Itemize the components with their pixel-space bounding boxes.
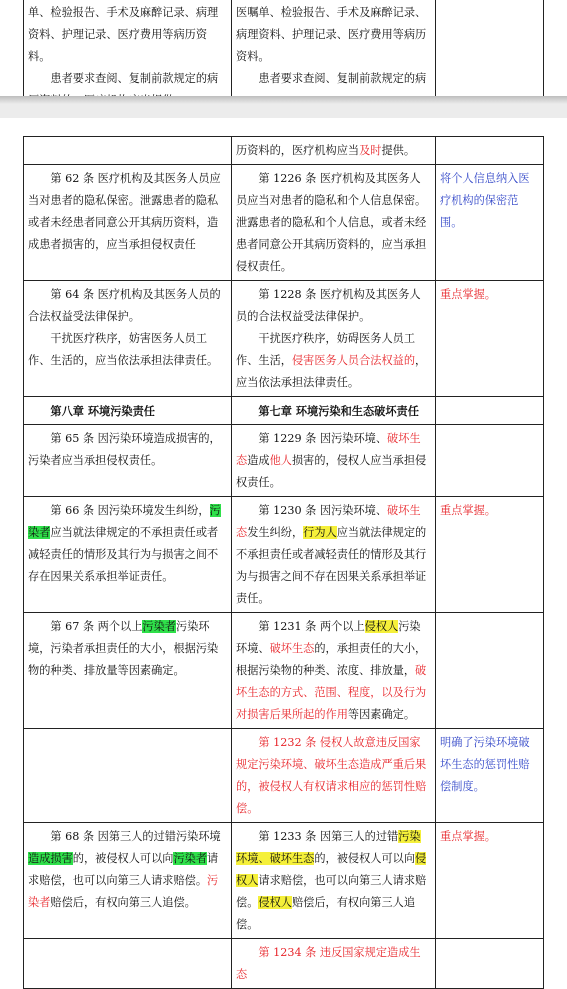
highlight-red: 破坏生态 [236,432,421,467]
old-law-text [28,826,227,914]
text-span: 请求赔偿，也可以向第三人请求赔偿。 [28,852,219,887]
new-law-text [236,328,431,394]
new-law-cell [232,613,436,729]
new-chapter-heading [232,397,436,425]
text-span: 赔偿后，有权向第三人追偿。 [236,896,416,931]
note-cell [436,497,544,613]
new-law-text: 第 1232 条 侵权人故意违反国家规定污染环境、破坏生态造成严重后果的，被侵权人有权请求相应的惩罚性赔偿。 [236,736,427,815]
note-text: 将个人信息纳入医疗机构的保密范围。 [440,172,530,229]
old-law-text: 第 65 条 因污染环境造成损害的，污染者应当承担侵权责任。 [28,432,221,467]
old-law-text [28,500,227,588]
highlight-yellow: 侵权人 [258,896,292,909]
highlight-red: 他人 [269,454,292,467]
note-text: 明确了污染环境破坏生态的惩罚性赔偿制度。 [440,736,530,793]
old-law-cell [24,729,232,823]
old-law-cell [24,137,232,165]
old-law-cell [24,497,232,613]
table-row [24,613,544,729]
highlight-red: 及时 [359,144,382,157]
text-span: 第 1233 条 因第三人的过错 [258,830,399,843]
new-law-cell [232,281,436,397]
old-law-cell [24,425,232,497]
text-span: 的，承担责任的大小，根据污染物的种类、浓度、排放量， [236,642,427,677]
highlight-yellow: 侵权人 [236,852,427,887]
chapter-title: 第八章 环境污染责任 [50,404,155,418]
note-cell [436,613,544,729]
note-cell [436,165,544,281]
note-cell [436,425,544,497]
note-cell [436,397,544,425]
highlight-red: 侵害医务人员合法权益的 [291,354,416,367]
text-span: 污染环境、 [236,620,421,655]
text-span: 等因素确定。 [347,708,416,721]
text-span: 第 1231 条 两个以上 [258,620,365,633]
old-law-text: 第 62 条 医疗机构及其医务人员应当对患者的隐私保密。泄露患者的隐私或者未经患者同意公开其病历资料，造成患者损害的，应当承担侵权责任 [28,172,221,251]
text-span: 造成 [247,454,270,467]
table-row [24,497,544,613]
note-cell [436,823,544,939]
table-row [24,939,544,989]
old-law-text: 患者要求查阅、复制前款规定的病 [50,72,219,85]
new-law-text [236,826,431,936]
text-span: 损害的，侵权人应当承担侵权责任。 [236,454,427,489]
new-law-text [236,500,431,610]
text-span: ，应当依法承担法律责任。 [236,354,427,389]
text-span: 历资料的，医疗机构应当 [236,144,360,157]
new-law-cell [232,939,436,989]
new-law-text: 第 1226 条 医疗机构及其医务人员应当对患者的隐私和个人信息保密。泄露患者的隐私和个人信息，或者未经患者同意公开其病历资料的，应当承担侵权责任。 [236,172,427,273]
table-row [24,137,544,165]
text-span: 干扰医疗秩序，妨碍医务人员工作、生活， [236,332,416,367]
law-comparison-table [23,136,544,989]
highlight-red: 破坏生态 [269,642,315,655]
old-law-cell [24,939,232,989]
text-span: 第 1230 条 因污染环境、 [258,504,388,517]
new-law-text: 医嘱单、检验报告、手术及麻醉记录、病理资料、护理记录、医疗费用等病历资料。 [236,6,427,63]
new-law-text: 第 1228 条 医疗机构及其医务人员的合法权益受法律保护。 [236,288,421,323]
highlight-yellow: 侵权人 [364,620,399,633]
highlight-red: 破坏生态的方式、范围、程度，以及行为对损害后果所起的作用 [236,664,427,721]
note-text: 重点掌握。 [440,830,496,843]
text-span: 赔偿后，有权向第三人追偿。 [50,896,196,909]
highlight-red: 污染者 [28,874,219,909]
new-law-cell [232,497,436,613]
old-law-text: 单、检验报告、手术及麻醉记录、病理资料、护理记录、医疗费用等病历资料。 [28,6,219,63]
text-span: 发生纠纷， [247,526,304,539]
table-row [24,729,544,823]
new-law-text: 患者要求查阅、复制前款规定的病 [258,72,427,85]
old-law-cell [24,823,232,939]
new-law-cell [232,137,436,165]
note-cell [436,281,544,397]
text-span: 污染环境，污染者承担责任的大小，根据污染物的种类、排放量等因素确定。 [28,620,219,677]
text-span: 的，被侵权人可以向 [72,852,174,865]
highlight-yellow: 行为人 [303,526,337,539]
highlight-green: 污染者 [28,504,221,539]
highlight-green: 污染者 [142,620,176,633]
text-span: 应当就法律规定的不承担责任或者减轻责任的情形及其行为与损害之间不存在因果关系承担举证责任。 [28,526,219,583]
table-row [24,425,544,497]
chapter-title: 第七章 环境污染和生态破坏责任 [258,404,419,418]
note-text: 重点掌握。 [440,504,496,517]
new-law-text [236,140,431,162]
chapter-row [24,397,544,425]
table-row [24,823,544,939]
table-row [24,281,544,397]
new-law-text: 第 1234 条 违反国家规定造成生态 [236,946,421,981]
text-span: 第 66 条 因污染环境发生纠纷， [50,504,210,517]
new-law-text [236,428,431,494]
old-law-cell [24,613,232,729]
text-span: 的，被侵权人可以向 [314,852,416,865]
new-law-cell [232,425,436,497]
page-separator-shadow [0,96,567,104]
new-law-text [236,616,431,726]
highlight-green: 污染者 [173,852,208,865]
text-span: 提供。 [381,144,416,157]
old-chapter-heading [24,397,232,425]
highlight-yellow: 污染环境、破坏生态 [236,830,421,865]
text-span: 第 68 条 因第三人的过错污染环境 [50,830,221,843]
old-law-text [28,616,227,682]
note-cell [436,729,544,823]
note-cell [436,137,544,165]
note-text: 重点掌握。 [440,288,496,301]
old-law-cell [24,281,232,397]
text-span: 应当就法律规定的不承担责任或者减轻责任的情形及其行为与损害之间不存在因果关系承担举证责任。 [236,526,427,605]
new-law-cell [232,729,436,823]
text-span: 第 1229 条 因污染环境、 [258,432,388,445]
new-law-cell [232,823,436,939]
note-cell [436,939,544,989]
text-span: 请求赔偿，也可以向第三人请求赔偿。 [236,874,427,909]
new-law-cell [232,165,436,281]
text-span: 第 67 条 两个以上 [50,620,143,633]
highlight-red: 破坏生态 [236,504,421,539]
old-law-text: 干扰医疗秩序，妨害医务人员工作、生活的，应当依法承担法律责任。 [28,332,219,367]
highlight-green: 造成损害 [28,852,73,865]
table-row [24,165,544,281]
old-law-text: 第 64 条 医疗机构及其医务人员的合法权益受法律保护。 [28,288,221,323]
old-law-cell [24,165,232,281]
